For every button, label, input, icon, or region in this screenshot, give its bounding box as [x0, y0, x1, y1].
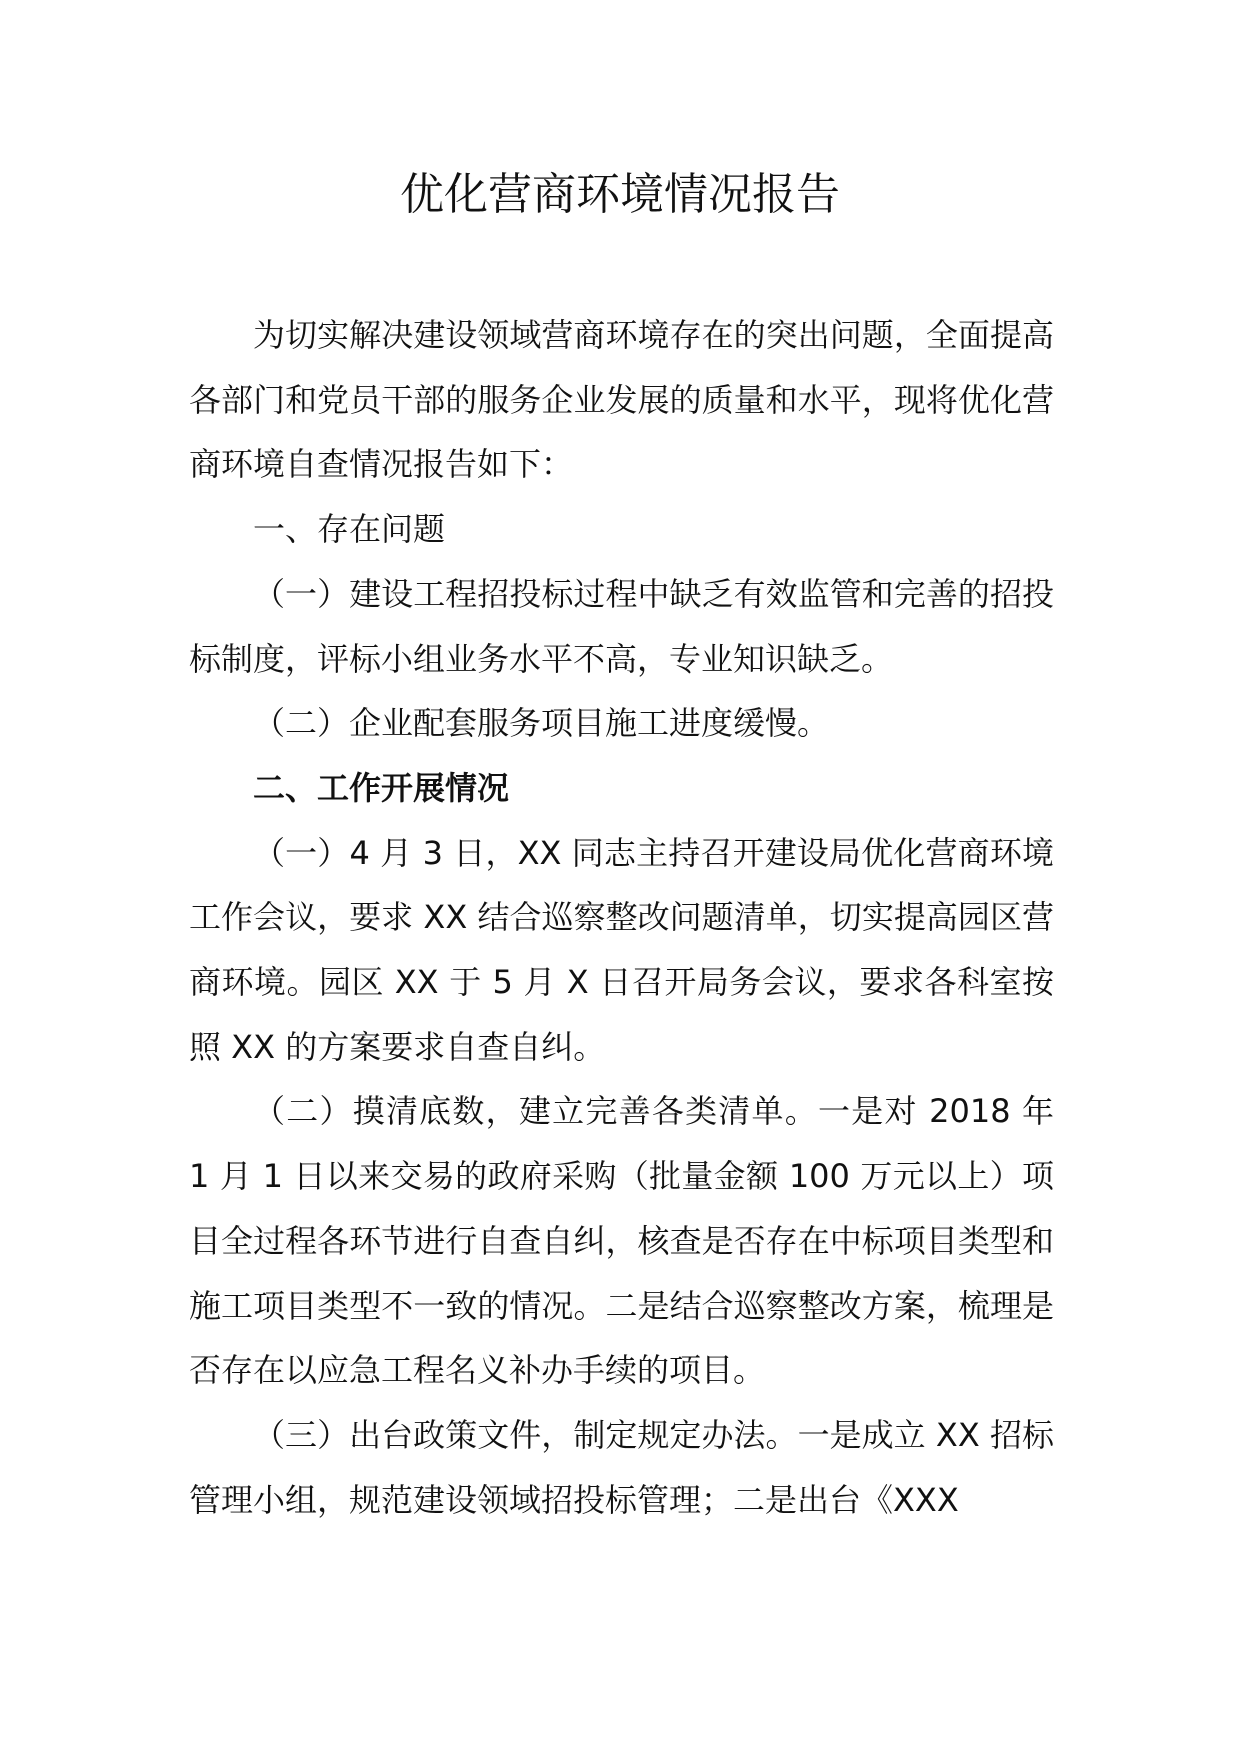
- section-heading-work: 二、工作开展情况: [253, 768, 510, 807]
- problem-item-1: （一）建设工程招投标过程中缺乏有效监管和完善的招投标制度，评标小组业务水平不高，专业知识缺乏。: [189, 574, 1054, 678]
- intro-paragraph: 为切实解决建设领域营商环境存在的突出问题，全面提高各部门和党员干部的服务企业发展的质量和水平，现将优化营商环境自查情况报告如下：: [189, 316, 1054, 484]
- work-item-2: （二）摸清底数，建立完善各类清单。一是对 2018 年 1 月 1 日以来交易的政府采购（批量金额 100 万元以上）项目全过程各环节进行自查自纠，核查是否存在中标项目类型和施工项目类型不一致的情况。二是结合巡察整改方案，梳理是否存在以应急工程名义补办手续的项目。: [189, 1092, 1054, 1390]
- work-item-3: （三）出台政策文件，制定规定办法。一是成立 XX 招标管理小组，规范建设领域招投标管理；二是出台《XXX: [189, 1415, 1054, 1519]
- document-body: [189, 303, 1054, 1532]
- document-title: 优化营商环境情况报告: [400, 169, 840, 220]
- problem-item-2: （二）企业配套服务项目施工进度缓慢。: [253, 704, 830, 743]
- section-heading-problems: 一、存在问题: [253, 510, 446, 549]
- work-item-1: （一）4 月 3 日，XX 同志主持召开建设局优化营商环境工作会议，要求 XX 结合巡察整改问题清单，切实提高园区营商环境。园区 XX 于 5 月 X 日召开局务会议，要求各科室按照 XX 的方案要求自查自纠。: [189, 833, 1054, 1066]
